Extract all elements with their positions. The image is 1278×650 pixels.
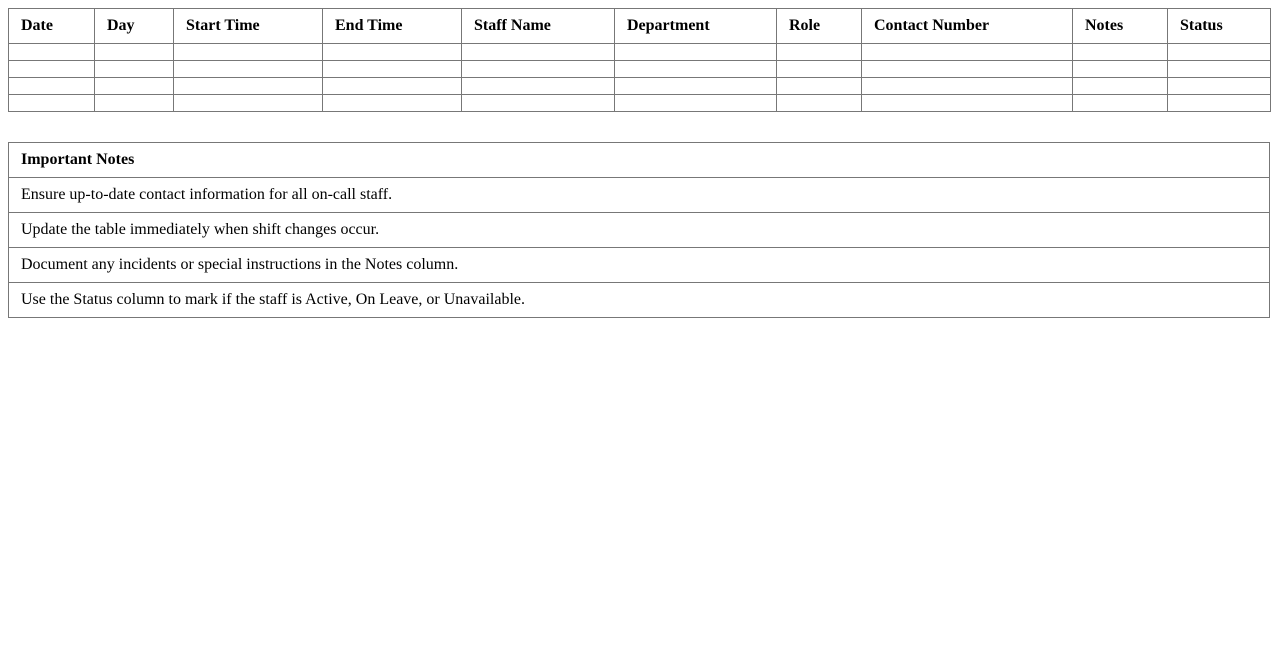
table-cell[interactable] xyxy=(323,44,462,61)
column-header-department: Department xyxy=(615,9,777,44)
table-cell[interactable] xyxy=(1073,61,1168,78)
table-cell[interactable] xyxy=(95,78,174,95)
table-cell[interactable] xyxy=(862,95,1073,112)
note-item: Document any incidents or special instructions in the Notes column. xyxy=(9,248,1270,283)
table-cell[interactable] xyxy=(323,61,462,78)
table-cell[interactable] xyxy=(777,44,862,61)
table-row xyxy=(9,61,1271,78)
table-cell[interactable] xyxy=(95,61,174,78)
table-cell[interactable] xyxy=(777,78,862,95)
note-item: Ensure up-to-date contact information for all on-call staff. xyxy=(9,178,1270,213)
table-cell[interactable] xyxy=(462,61,615,78)
column-header-status: Status xyxy=(1168,9,1271,44)
table-row xyxy=(9,44,1271,61)
table-cell[interactable] xyxy=(1168,95,1271,112)
table-cell[interactable] xyxy=(862,61,1073,78)
table-cell[interactable] xyxy=(323,78,462,95)
table-row xyxy=(9,95,1271,112)
table-cell[interactable] xyxy=(95,95,174,112)
table-cell[interactable] xyxy=(1073,44,1168,61)
notes-heading: Important Notes xyxy=(9,143,1270,178)
table-cell[interactable] xyxy=(174,95,323,112)
table-cell[interactable] xyxy=(95,44,174,61)
column-header-contact-number: Contact Number xyxy=(862,9,1073,44)
important-notes-table xyxy=(8,142,1270,318)
table-row xyxy=(9,78,1271,95)
table-cell[interactable] xyxy=(862,44,1073,61)
table-header-row xyxy=(9,9,1271,44)
table-cell[interactable] xyxy=(174,44,323,61)
note-row xyxy=(9,248,1270,283)
table-cell[interactable] xyxy=(862,78,1073,95)
table-cell[interactable] xyxy=(615,44,777,61)
table-cell[interactable] xyxy=(1073,95,1168,112)
table-cell[interactable] xyxy=(1168,61,1271,78)
table-cell[interactable] xyxy=(9,61,95,78)
table-cell[interactable] xyxy=(615,61,777,78)
column-header-role: Role xyxy=(777,9,862,44)
on-call-schedule-table xyxy=(8,8,1271,112)
column-header-start-time: Start Time xyxy=(174,9,323,44)
table-cell[interactable] xyxy=(462,78,615,95)
table-cell[interactable] xyxy=(615,78,777,95)
note-row xyxy=(9,283,1270,318)
column-header-day: Day xyxy=(95,9,174,44)
table-cell[interactable] xyxy=(174,61,323,78)
table-cell[interactable] xyxy=(9,95,95,112)
column-header-staff-name: Staff Name xyxy=(462,9,615,44)
note-item: Use the Status column to mark if the staff is Active, On Leave, or Unavailable. xyxy=(9,283,1270,318)
table-cell[interactable] xyxy=(1073,78,1168,95)
table-cell[interactable] xyxy=(323,95,462,112)
notes-header-row xyxy=(9,143,1270,178)
table-cell[interactable] xyxy=(9,78,95,95)
table-cell[interactable] xyxy=(1168,44,1271,61)
column-header-date: Date xyxy=(9,9,95,44)
table-cell[interactable] xyxy=(615,95,777,112)
column-header-end-time: End Time xyxy=(323,9,462,44)
note-item: Update the table immediately when shift changes occur. xyxy=(9,213,1270,248)
table-cell[interactable] xyxy=(777,61,862,78)
table-cell[interactable] xyxy=(777,95,862,112)
table-cell[interactable] xyxy=(1168,78,1271,95)
table-cell[interactable] xyxy=(174,78,323,95)
note-row xyxy=(9,178,1270,213)
table-cell[interactable] xyxy=(9,44,95,61)
table-cell[interactable] xyxy=(462,44,615,61)
table-cell[interactable] xyxy=(462,95,615,112)
column-header-notes: Notes xyxy=(1073,9,1168,44)
note-row xyxy=(9,213,1270,248)
